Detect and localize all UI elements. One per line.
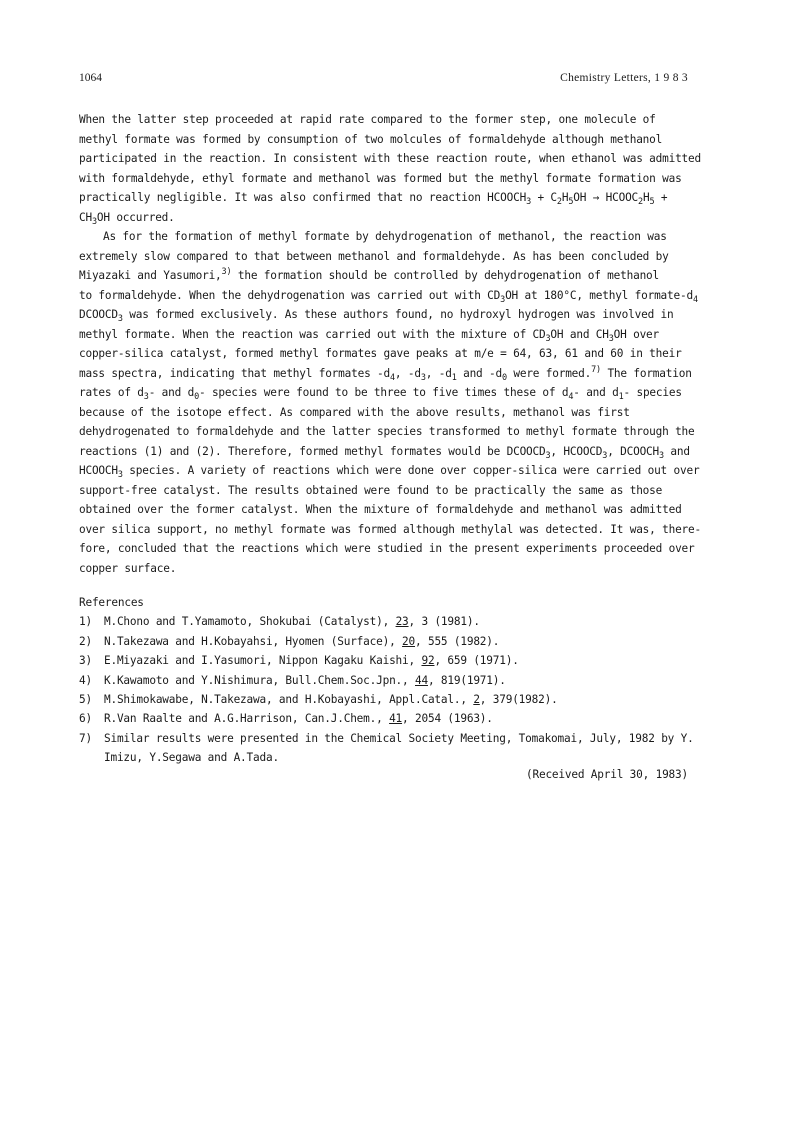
text-line: $HCOOCH_3$ species. A variety of reactions which were done over copper-silica were carried out over <box>79 464 700 480</box>
text-line: As for the formation of methyl formate by dehydrogenation of methanol, the reaction was <box>103 230 667 243</box>
text-line: copper-silica catalyst, formed methyl formates gave peaks at m/e = 64, 63, 61 and 60 in their <box>79 347 682 360</box>
text-line: obtained over the former catalyst. When the mixture of formaldehyde and methanol was admitted <box>79 503 682 516</box>
reference-item-continuation: Imizu, Y.Segawa and A.Tada. <box>104 751 279 765</box>
text-line: because of the isotope effect. As compared with the above results, methanol was first <box>79 405 630 419</box>
text-line: When the latter step proceeded at rapid rate compared to the former step, one molecule of <box>79 113 656 126</box>
reference-item: 7) Similar results were presented in the Chemical Society Meeting, Tomakomai, July, 1982 by Y. <box>79 731 694 745</box>
body-text <box>79 110 704 578</box>
reference-item: 4) K.Kawamoto and Y.Nishimura, Bull.Chem.Soc.Jpn., 44, 819(1971). <box>79 673 506 687</box>
text-line: dehydrogenated to formaldehyde and the latter species transformed to methyl formate through the <box>79 425 695 438</box>
text-line: Miyazaki and Yasumori,$^{3)}$ the formation should be controlled by dehydrogenation of methanol <box>79 267 660 282</box>
text-line: support-free catalyst. The results obtained were found to be practically the same as those <box>79 483 663 497</box>
citation-3: 3) <box>221 267 232 277</box>
text-line: $CH_3OH$ occurred. <box>79 210 175 227</box>
running-header <box>79 72 688 88</box>
text-line: with formaldehyde, ethyl formate and methanol was formed but the methyl formate formation was <box>79 171 682 185</box>
reference-item: 1) M.Chono and T.Yamamoto, Shokubai (Catalyst), 23, 3 (1981). <box>79 615 480 629</box>
reference-item: 6) R.Van Raalte and A.G.Harrison, Can.J.Chem., 41, 2054 (1963). <box>79 712 493 726</box>
journal-title: Chemistry Letters, 1 9 8 3 <box>560 72 688 84</box>
references-section <box>79 593 704 768</box>
reference-item: 2) N.Takezawa and H.Kobayahsi, Hyomen (Surface), 20, 555 (1982). <box>79 634 500 648</box>
text-line: fore, concluded that the reactions which were studied in the present experiments proceeded over <box>79 542 695 555</box>
text-line: participated in the reaction. In consistent with these reaction route, when ethanol was admitted <box>79 152 701 165</box>
received-date: (Received April 30, 1983) <box>526 768 688 781</box>
page-number: 1064 <box>79 72 102 84</box>
text-line: reactions (1) and (2). Therefore, formed methyl formates would be $DCOOCD_3$, $HCOOCD_3$, $DCOOCH_3$ and <box>79 444 690 461</box>
text-line: extremely slow compared to that between methanol and formaldehyde. As has been concluded by <box>79 249 669 263</box>
text-line: $DCOOCD_3$ was formed exclusively. As these authors found, no hydroxyl hydrogen was involved in <box>79 308 674 324</box>
reference-item: 5) M.Shimokawabe, N.Takezawa, and H.Kobayashi, Appl.Catal., 2, 379(1982). <box>79 692 558 706</box>
text-line: copper surface. <box>79 561 177 575</box>
text-line: methyl formate. When the reaction was carried out with the mixture of $CD_3OH$ and $CH_3OH$ over <box>79 327 660 344</box>
references-heading: References <box>79 596 144 609</box>
text-line: mass spectra, indicating that methyl formates $-d_4$, $-d_3$, $-d_1$ and $-d_0$ were formed.$^{7)}$ The formation <box>79 364 692 383</box>
text-line: over silica support, no methyl formate was formed although methylal was detected. It was, there- <box>79 522 701 536</box>
text-line-equation: practically negligible. It was also confirmed that no reaction $HCOOCH_3 + C_2H_5OH$ → $HCOOC_2H_5$ + <box>79 191 668 207</box>
text-line: to formaldehyde. When the dehydrogenation was carried out with $CD_3OH$ at 180°C, methyl formate-$d_4$ <box>79 288 698 305</box>
text-line: methyl formate was formed by consumption of two molcules of formaldehyde although methanol <box>79 132 663 146</box>
citation-7: 7) <box>591 364 601 375</box>
reference-item: 3) E.Miyazaki and I.Yasumori, Nippon Kagaku Kaishi, 92, 659 (1971). <box>79 654 519 668</box>
text-line: rates of $d_3-$ and $d_0-$ species were found to be three to five times these of $d_4-$ and $d_1-$ species <box>79 386 682 402</box>
